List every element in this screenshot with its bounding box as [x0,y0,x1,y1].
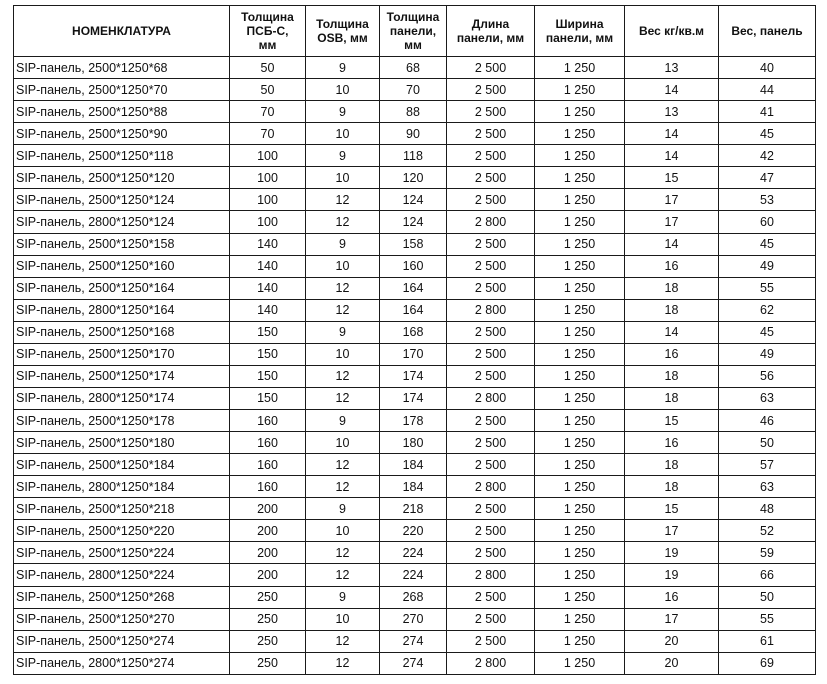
nomenclature-cell: SIP-панель, 2500*1250*220 [14,520,230,542]
table-row [14,145,816,167]
eps-thickness-cell: 150 [230,321,306,343]
eps-thickness-cell: 50 [230,57,306,79]
eps-thickness-cell: 150 [230,365,306,387]
panel-width-cell: 1 250 [535,255,625,277]
nomenclature-cell: SIP-панель, 2500*1250*70 [14,79,230,101]
weight-per-sqm-cell: 16 [625,432,719,454]
panel-width-cell: 1 250 [535,454,625,476]
panel-length-cell: 2 500 [447,167,535,189]
nomenclature-cell: SIP-панель, 2500*1250*68 [14,57,230,79]
weight-per-sqm-cell: 17 [625,520,719,542]
panel-thickness-cell: 120 [380,167,447,189]
panel-thickness-cell: 68 [380,57,447,79]
header-osb-thickness: Толщина OSB, мм [306,6,380,57]
panel-thickness-cell: 224 [380,542,447,564]
osb-thickness-cell: 9 [306,233,380,255]
eps-thickness-cell: 100 [230,167,306,189]
weight-per-panel-cell: 59 [719,542,816,564]
nomenclature-cell: SIP-панель, 2500*1250*124 [14,189,230,211]
panel-length-cell: 2 500 [447,608,535,630]
table-row [14,586,816,608]
nomenclature-cell: SIP-панель, 2500*1250*224 [14,542,230,564]
table-row [14,79,816,101]
weight-per-panel-cell: 50 [719,432,816,454]
weight-per-panel-cell: 49 [719,343,816,365]
weight-per-sqm-cell: 14 [625,321,719,343]
nomenclature-cell: SIP-панель, 2500*1250*270 [14,608,230,630]
eps-thickness-cell: 140 [230,255,306,277]
nomenclature-cell: SIP-панель, 2500*1250*184 [14,454,230,476]
panel-width-cell: 1 250 [535,586,625,608]
weight-per-panel-cell: 63 [719,476,816,498]
osb-thickness-cell: 10 [306,167,380,189]
panel-length-cell: 2 500 [447,586,535,608]
panel-thickness-cell: 184 [380,476,447,498]
weight-per-panel-cell: 46 [719,410,816,432]
weight-per-sqm-cell: 17 [625,211,719,233]
eps-thickness-cell: 140 [230,299,306,321]
panel-length-cell: 2 500 [447,79,535,101]
weight-per-panel-cell: 49 [719,255,816,277]
eps-thickness-cell: 150 [230,343,306,365]
panel-thickness-cell: 224 [380,564,447,586]
sip-panel-specs-table [13,5,816,675]
panel-width-cell: 1 250 [535,57,625,79]
table-row [14,343,816,365]
osb-thickness-cell: 12 [306,277,380,299]
weight-per-panel-cell: 50 [719,586,816,608]
nomenclature-cell: SIP-панель, 2500*1250*158 [14,233,230,255]
weight-per-sqm-cell: 17 [625,189,719,211]
table-row [14,652,816,674]
table-row [14,498,816,520]
weight-per-sqm-cell: 14 [625,145,719,167]
panel-thickness-cell: 220 [380,520,447,542]
panel-thickness-cell: 274 [380,652,447,674]
header-eps-thickness: Толщина ПСБ-С, мм [230,6,306,57]
osb-thickness-cell: 10 [306,520,380,542]
eps-thickness-cell: 250 [230,630,306,652]
panel-width-cell: 1 250 [535,387,625,409]
weight-per-sqm-cell: 18 [625,299,719,321]
panel-width-cell: 1 250 [535,432,625,454]
weight-per-sqm-cell: 16 [625,586,719,608]
panel-thickness-cell: 164 [380,277,447,299]
weight-per-sqm-cell: 18 [625,387,719,409]
panel-length-cell: 2 500 [447,101,535,123]
nomenclature-cell: SIP-панель, 2800*1250*224 [14,564,230,586]
panel-thickness-cell: 124 [380,211,447,233]
weight-per-panel-cell: 60 [719,211,816,233]
panel-length-cell: 2 800 [447,387,535,409]
table-row [14,476,816,498]
table-row [14,432,816,454]
nomenclature-cell: SIP-панель, 2800*1250*164 [14,299,230,321]
eps-thickness-cell: 140 [230,277,306,299]
weight-per-panel-cell: 62 [719,299,816,321]
osb-thickness-cell: 9 [306,57,380,79]
weight-per-panel-cell: 56 [719,365,816,387]
table-row [14,410,816,432]
table-row [14,167,816,189]
eps-thickness-cell: 250 [230,652,306,674]
panel-width-cell: 1 250 [535,564,625,586]
weight-per-panel-cell: 45 [719,233,816,255]
panel-thickness-cell: 168 [380,321,447,343]
panel-width-cell: 1 250 [535,542,625,564]
panel-thickness-cell: 88 [380,101,447,123]
weight-per-sqm-cell: 19 [625,542,719,564]
panel-length-cell: 2 800 [447,476,535,498]
weight-per-panel-cell: 55 [719,608,816,630]
nomenclature-cell: SIP-панель, 2500*1250*180 [14,432,230,454]
table-row [14,233,816,255]
weight-per-sqm-cell: 14 [625,79,719,101]
table-row [14,57,816,79]
weight-per-panel-cell: 44 [719,79,816,101]
header-nomenclature: НОМЕНКЛАТУРА [14,6,230,57]
panel-thickness-cell: 180 [380,432,447,454]
nomenclature-cell: SIP-панель, 2500*1250*174 [14,365,230,387]
weight-per-sqm-cell: 15 [625,410,719,432]
header-panel-thickness: Толщина панели, мм [380,6,447,57]
panel-width-cell: 1 250 [535,277,625,299]
panel-width-cell: 1 250 [535,608,625,630]
osb-thickness-cell: 9 [306,101,380,123]
osb-thickness-cell: 12 [306,211,380,233]
header-panel-length: Длина панели, мм [447,6,535,57]
panel-thickness-cell: 70 [380,79,447,101]
weight-per-sqm-cell: 16 [625,255,719,277]
osb-thickness-cell: 12 [306,454,380,476]
eps-thickness-cell: 160 [230,432,306,454]
panel-thickness-cell: 218 [380,498,447,520]
weight-per-panel-cell: 45 [719,123,816,145]
panel-length-cell: 2 500 [447,454,535,476]
header-weight-per-sqm: Вес кг/кв.м [625,6,719,57]
panel-width-cell: 1 250 [535,498,625,520]
panel-length-cell: 2 500 [447,542,535,564]
table-row [14,123,816,145]
table-row [14,101,816,123]
eps-thickness-cell: 200 [230,542,306,564]
panel-width-cell: 1 250 [535,145,625,167]
panel-thickness-cell: 174 [380,387,447,409]
panel-width-cell: 1 250 [535,343,625,365]
panel-length-cell: 2 500 [447,189,535,211]
nomenclature-cell: SIP-панель, 2800*1250*274 [14,652,230,674]
weight-per-panel-cell: 42 [719,145,816,167]
panel-width-cell: 1 250 [535,233,625,255]
weight-per-panel-cell: 66 [719,564,816,586]
table-row [14,321,816,343]
weight-per-sqm-cell: 18 [625,277,719,299]
panel-length-cell: 2 800 [447,564,535,586]
panel-width-cell: 1 250 [535,652,625,674]
weight-per-sqm-cell: 13 [625,101,719,123]
eps-thickness-cell: 140 [230,233,306,255]
eps-thickness-cell: 250 [230,608,306,630]
panel-thickness-cell: 90 [380,123,447,145]
table-row [14,520,816,542]
weight-per-sqm-cell: 18 [625,476,719,498]
weight-per-sqm-cell: 14 [625,123,719,145]
panel-thickness-cell: 274 [380,630,447,652]
osb-thickness-cell: 12 [306,387,380,409]
table-row [14,255,816,277]
panel-width-cell: 1 250 [535,211,625,233]
nomenclature-cell: SIP-панель, 2500*1250*120 [14,167,230,189]
osb-thickness-cell: 10 [306,608,380,630]
eps-thickness-cell: 100 [230,145,306,167]
panel-length-cell: 2 800 [447,299,535,321]
weight-per-sqm-cell: 20 [625,652,719,674]
nomenclature-cell: SIP-панель, 2500*1250*178 [14,410,230,432]
table-row [14,608,816,630]
osb-thickness-cell: 12 [306,189,380,211]
eps-thickness-cell: 160 [230,476,306,498]
weight-per-panel-cell: 45 [719,321,816,343]
nomenclature-cell: SIP-панель, 2800*1250*124 [14,211,230,233]
panel-length-cell: 2 500 [447,365,535,387]
table-row [14,542,816,564]
osb-thickness-cell: 10 [306,343,380,365]
table-row [14,387,816,409]
panel-length-cell: 2 500 [447,498,535,520]
panel-thickness-cell: 158 [380,233,447,255]
weight-per-panel-cell: 55 [719,277,816,299]
panel-length-cell: 2 500 [447,630,535,652]
panel-width-cell: 1 250 [535,79,625,101]
eps-thickness-cell: 160 [230,410,306,432]
panel-thickness-cell: 118 [380,145,447,167]
panel-width-cell: 1 250 [535,476,625,498]
eps-thickness-cell: 150 [230,387,306,409]
eps-thickness-cell: 70 [230,123,306,145]
panel-width-cell: 1 250 [535,101,625,123]
panel-width-cell: 1 250 [535,321,625,343]
eps-thickness-cell: 100 [230,211,306,233]
osb-thickness-cell: 12 [306,476,380,498]
osb-thickness-cell: 9 [306,145,380,167]
table-row [14,454,816,476]
table-row [14,365,816,387]
panel-width-cell: 1 250 [535,630,625,652]
eps-thickness-cell: 200 [230,564,306,586]
panel-thickness-cell: 268 [380,586,447,608]
panel-width-cell: 1 250 [535,123,625,145]
nomenclature-cell: SIP-панель, 2500*1250*168 [14,321,230,343]
nomenclature-cell: SIP-панель, 2500*1250*88 [14,101,230,123]
panel-length-cell: 2 500 [447,321,535,343]
weight-per-sqm-cell: 18 [625,365,719,387]
weight-per-sqm-cell: 14 [625,233,719,255]
osb-thickness-cell: 9 [306,586,380,608]
nomenclature-cell: SIP-панель, 2500*1250*164 [14,277,230,299]
nomenclature-cell: SIP-панель, 2500*1250*90 [14,123,230,145]
panel-thickness-cell: 124 [380,189,447,211]
weight-per-panel-cell: 41 [719,101,816,123]
eps-thickness-cell: 50 [230,79,306,101]
panel-width-cell: 1 250 [535,520,625,542]
table-row [14,211,816,233]
table-header-row [14,6,816,57]
table-row [14,277,816,299]
panel-length-cell: 2 500 [447,145,535,167]
panel-length-cell: 2 500 [447,255,535,277]
panel-thickness-cell: 184 [380,454,447,476]
table-row [14,189,816,211]
panel-length-cell: 2 500 [447,520,535,542]
nomenclature-cell: SIP-панель, 2500*1250*274 [14,630,230,652]
weight-per-panel-cell: 61 [719,630,816,652]
eps-thickness-cell: 160 [230,454,306,476]
panel-length-cell: 2 500 [447,57,535,79]
weight-per-panel-cell: 40 [719,57,816,79]
panel-length-cell: 2 500 [447,233,535,255]
panel-length-cell: 2 500 [447,123,535,145]
osb-thickness-cell: 10 [306,123,380,145]
panel-width-cell: 1 250 [535,365,625,387]
panel-length-cell: 2 800 [447,652,535,674]
weight-per-panel-cell: 69 [719,652,816,674]
weight-per-panel-cell: 53 [719,189,816,211]
panel-thickness-cell: 178 [380,410,447,432]
osb-thickness-cell: 10 [306,432,380,454]
nomenclature-cell: SIP-панель, 2500*1250*160 [14,255,230,277]
panel-width-cell: 1 250 [535,410,625,432]
panel-thickness-cell: 170 [380,343,447,365]
panel-length-cell: 2 800 [447,211,535,233]
nomenclature-cell: SIP-панель, 2800*1250*184 [14,476,230,498]
weight-per-sqm-cell: 20 [625,630,719,652]
osb-thickness-cell: 12 [306,365,380,387]
panel-thickness-cell: 174 [380,365,447,387]
weight-per-sqm-cell: 15 [625,498,719,520]
nomenclature-cell: SIP-панель, 2500*1250*170 [14,343,230,365]
panel-length-cell: 2 500 [447,432,535,454]
header-panel-width: Ширина панели, мм [535,6,625,57]
header-weight-per-panel: Вес, панель [719,6,816,57]
osb-thickness-cell: 12 [306,652,380,674]
osb-thickness-cell: 9 [306,498,380,520]
table-row [14,564,816,586]
eps-thickness-cell: 100 [230,189,306,211]
eps-thickness-cell: 200 [230,520,306,542]
osb-thickness-cell: 12 [306,564,380,586]
eps-thickness-cell: 250 [230,586,306,608]
panel-width-cell: 1 250 [535,299,625,321]
panel-width-cell: 1 250 [535,189,625,211]
weight-per-sqm-cell: 16 [625,343,719,365]
table-row [14,299,816,321]
weight-per-sqm-cell: 18 [625,454,719,476]
osb-thickness-cell: 10 [306,79,380,101]
osb-thickness-cell: 10 [306,255,380,277]
panel-thickness-cell: 160 [380,255,447,277]
eps-thickness-cell: 70 [230,101,306,123]
weight-per-panel-cell: 52 [719,520,816,542]
weight-per-panel-cell: 57 [719,454,816,476]
weight-per-sqm-cell: 15 [625,167,719,189]
nomenclature-cell: SIP-панель, 2500*1250*118 [14,145,230,167]
table-body [14,57,816,675]
weight-per-sqm-cell: 19 [625,564,719,586]
weight-per-panel-cell: 63 [719,387,816,409]
nomenclature-cell: SIP-панель, 2500*1250*268 [14,586,230,608]
nomenclature-cell: SIP-панель, 2800*1250*174 [14,387,230,409]
panel-thickness-cell: 164 [380,299,447,321]
osb-thickness-cell: 12 [306,542,380,564]
eps-thickness-cell: 200 [230,498,306,520]
panel-length-cell: 2 500 [447,277,535,299]
weight-per-panel-cell: 47 [719,167,816,189]
panel-thickness-cell: 270 [380,608,447,630]
osb-thickness-cell: 12 [306,299,380,321]
osb-thickness-cell: 12 [306,630,380,652]
weight-per-sqm-cell: 13 [625,57,719,79]
weight-per-panel-cell: 48 [719,498,816,520]
osb-thickness-cell: 9 [306,410,380,432]
nomenclature-cell: SIP-панель, 2500*1250*218 [14,498,230,520]
panel-length-cell: 2 500 [447,343,535,365]
panel-width-cell: 1 250 [535,167,625,189]
panel-length-cell: 2 500 [447,410,535,432]
table-row [14,630,816,652]
weight-per-sqm-cell: 17 [625,608,719,630]
osb-thickness-cell: 9 [306,321,380,343]
